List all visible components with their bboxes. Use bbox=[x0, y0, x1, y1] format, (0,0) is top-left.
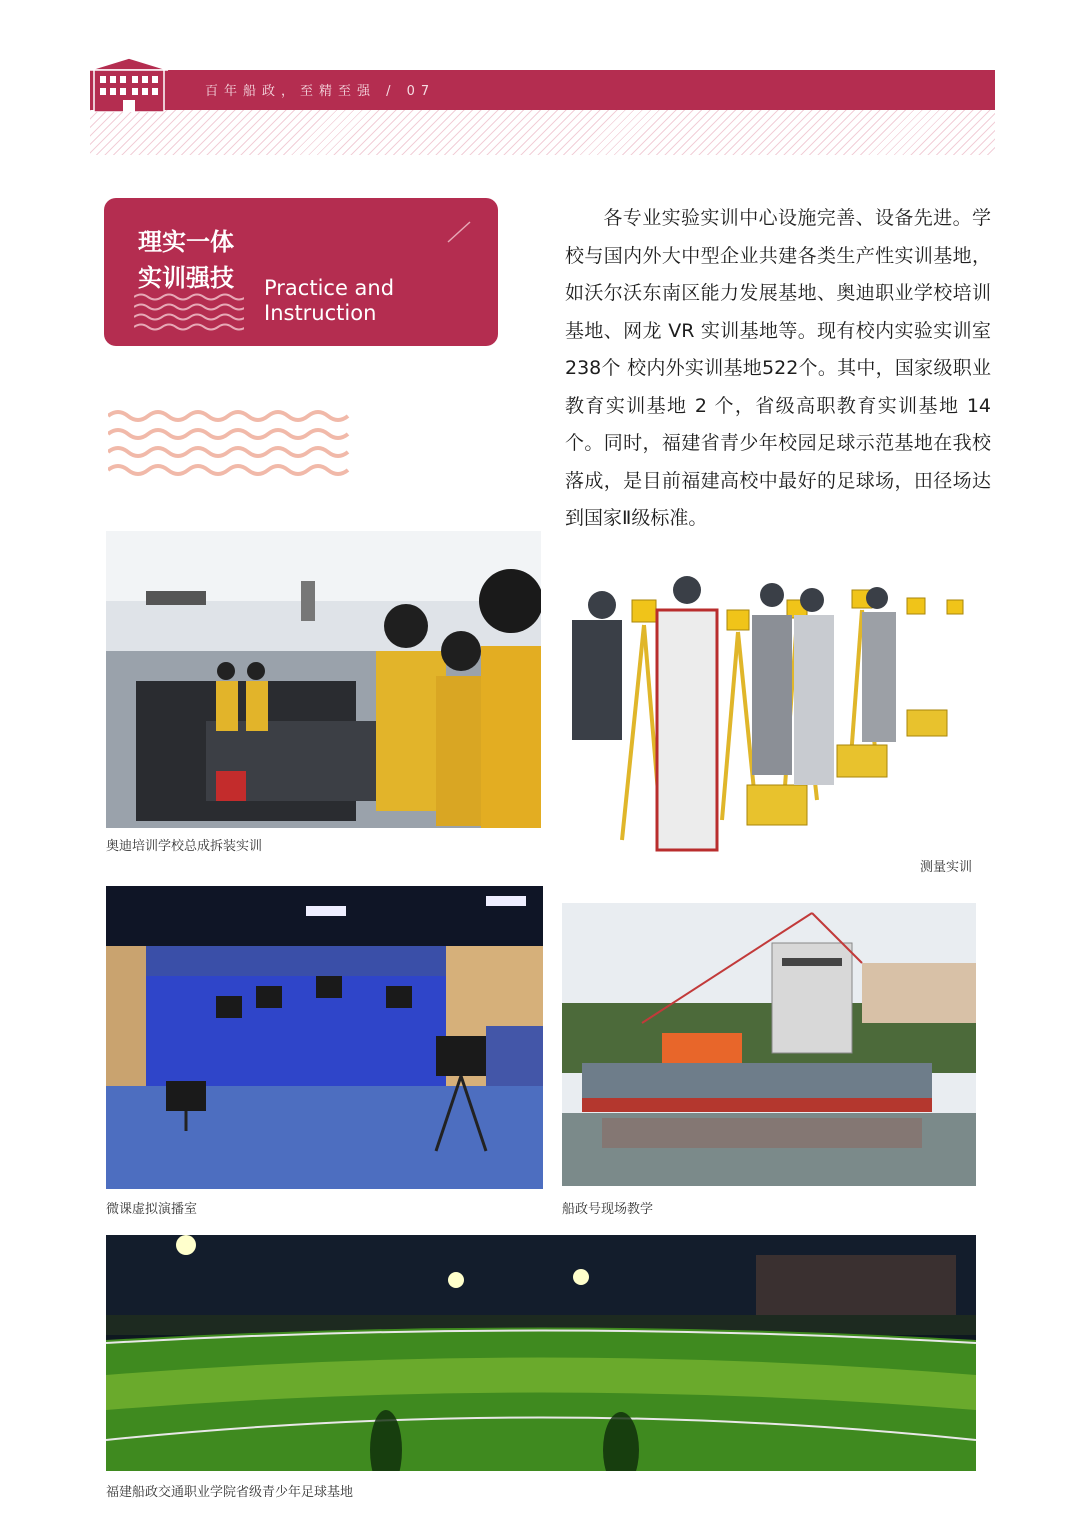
section-title-zh-line1: 理实一体 bbox=[138, 228, 234, 256]
section-title-zh bbox=[138, 224, 234, 296]
wave-decoration bbox=[134, 292, 244, 332]
photo-caption: 船政号现场教学 bbox=[562, 1202, 654, 1217]
section-title-en bbox=[264, 276, 394, 326]
section-title-en-line2: Instruction bbox=[264, 301, 377, 325]
photo-caption: 微课虚拟演播室 bbox=[106, 1202, 198, 1217]
slash-decoration bbox=[446, 220, 472, 244]
photo-surveying-training bbox=[562, 570, 982, 854]
body-paragraph bbox=[565, 200, 991, 538]
section-title-card bbox=[104, 198, 498, 346]
body-paragraph-text: 各专业实验实训中心设施完善、设备先进。学校与国内外大中型企业共建各类生产性实训基地，如沃尔沃东南区能力发展基地、奥迪职业学校培训基地、网龙 VR 实训基地等。现有校内实验实训室238个 校内外实训基地522个。其中，国家级职业教育实训基地 2 个，省级高职教育实训基地 14 个。同时，福建省青少年校园足球示范基地在我校落成，是目前福建高校中最好的足球场，田径场达到国家Ⅱ级标准。 bbox=[565, 207, 991, 529]
header-hatch-pattern bbox=[90, 110, 995, 155]
photo-ship-teaching bbox=[562, 903, 976, 1186]
photo-football-field bbox=[106, 1235, 976, 1471]
running-title: 百年船政，至精至强 / 07 bbox=[205, 84, 436, 99]
photo-virtual-studio bbox=[106, 886, 543, 1189]
photo-caption: 奥迪培训学校总成拆装实训 bbox=[106, 839, 263, 854]
section-title-zh-line2: 实训强技 bbox=[138, 264, 234, 292]
photo-audi-engine-training bbox=[106, 531, 541, 828]
section-title-en-line1: Practice and bbox=[264, 276, 395, 300]
photo-caption: 福建船政交通职业学院省级青少年足球基地 bbox=[106, 1485, 354, 1500]
photo-caption: 测量实训 bbox=[920, 860, 973, 875]
side-wave-decoration bbox=[108, 408, 352, 484]
building-icon bbox=[86, 56, 172, 112]
